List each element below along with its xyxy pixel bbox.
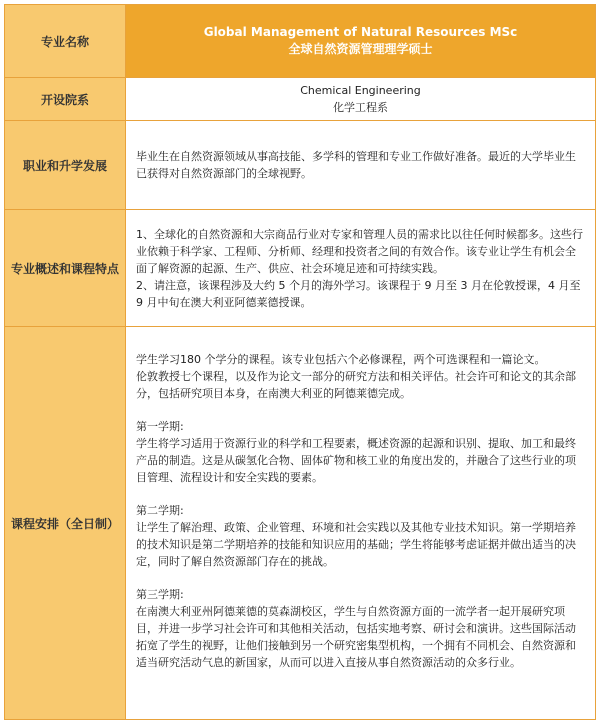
overview-paragraph-1: 1、全球化的自然资源和大宗商品行业对专家和管理人员的需求比以往任何时候都多。这些行业依赖于科学家、工程师、分析师、经理和投资者之间的有效合作。该专业让学生有机会全面了解资源的起源、生产、供应、社会环境足迹和可持续实践。 (136, 227, 583, 275)
term-2-title: 第二学期: (136, 504, 184, 517)
overview-paragraph-2: 2、请注意，该课程涉及大约 5 个月的海外学习。该课程于 9 月至 3 月在伦敦授课，4 月至 9 月中旬在澳大利亚阿德莱德授课。 (136, 278, 581, 309)
row-overview (5, 210, 595, 327)
program-title (126, 5, 595, 77)
overview-content (126, 210, 595, 326)
program-title-en: Global Management of Natural Resources MSc (203, 25, 518, 39)
schedule-content (126, 327, 595, 719)
label-schedule: 课程安排（全日制） (5, 327, 126, 719)
label-program-name: 专业名称 (5, 5, 126, 77)
term-1-title: 第一学期: (136, 420, 184, 433)
school-name-en: Chemical Engineering (300, 84, 421, 97)
schedule-intro-1: 学生学习180 个学分的课程。该专业包括六个必修课程，两个可选课程和一篇论文。 (136, 353, 546, 366)
row-school (5, 78, 595, 121)
term-3-text: 在南澳大利亚州阿德莱德的莫森湖校区，学生与自然资源方面的一流学者一起开展研究项目，并进一步学习社会许可和其他相关活动，包括实地考察、研讨会和演讲。这些国际活动拓宽了学生的视野，让他们接触到另一个研究密集型机构，一个拥有不同机会、自然资源和适当研究活动气息的新国家，从而可以进入直接从事自然资源活动的众多行业。 (136, 605, 576, 669)
schedule-intro-2: 伦敦教授七个课程，以及作为论文一部分的研究方法和相关评估。社会许可和论文的其余部分，包括研究项目本身，在南澳大利亚的阿德莱德完成。 (136, 370, 576, 400)
label-career: 职业和升学发展 (5, 121, 126, 209)
program-title-cn: 全球自然资源管理理学硕士 (288, 42, 433, 56)
term-1-text: 学生将学习适用于资源行业的科学和工程要素，概述资源的起源和识别、提取、加工和最终产品的制造。这是从碳氢化合物、固体矿物和核工业的角度出发的，并融合了这些行业的项目管理、流程设计和安全实践的要素。 (136, 437, 576, 484)
label-overview: 专业概述和课程特点 (5, 210, 126, 326)
program-info-table (4, 4, 596, 720)
school-name (126, 78, 595, 120)
school-name-cn: 化学工程系 (333, 101, 388, 114)
term-3-title: 第三学期: (136, 588, 184, 601)
career-content (126, 121, 595, 209)
row-career (5, 121, 595, 210)
career-text: 毕业生在自然资源领域从事高技能、多学科的管理和专业工作做好准备。最近的大学毕业生已获得对自然资源部门的全球视野。 (136, 150, 576, 180)
row-program-name (5, 5, 595, 78)
term-2-text: 让学生了解治理、政策、企业管理、环境和社会实践以及其他专业技术知识。第一学期培养的技术知识是第二学期培养的技能和知识应用的基础；学生将能够考虑证据并做出适当的决定，同时了解自然资源部门存在的挑战。 (136, 521, 576, 568)
row-schedule (5, 327, 595, 720)
label-school: 开设院系 (5, 78, 126, 120)
